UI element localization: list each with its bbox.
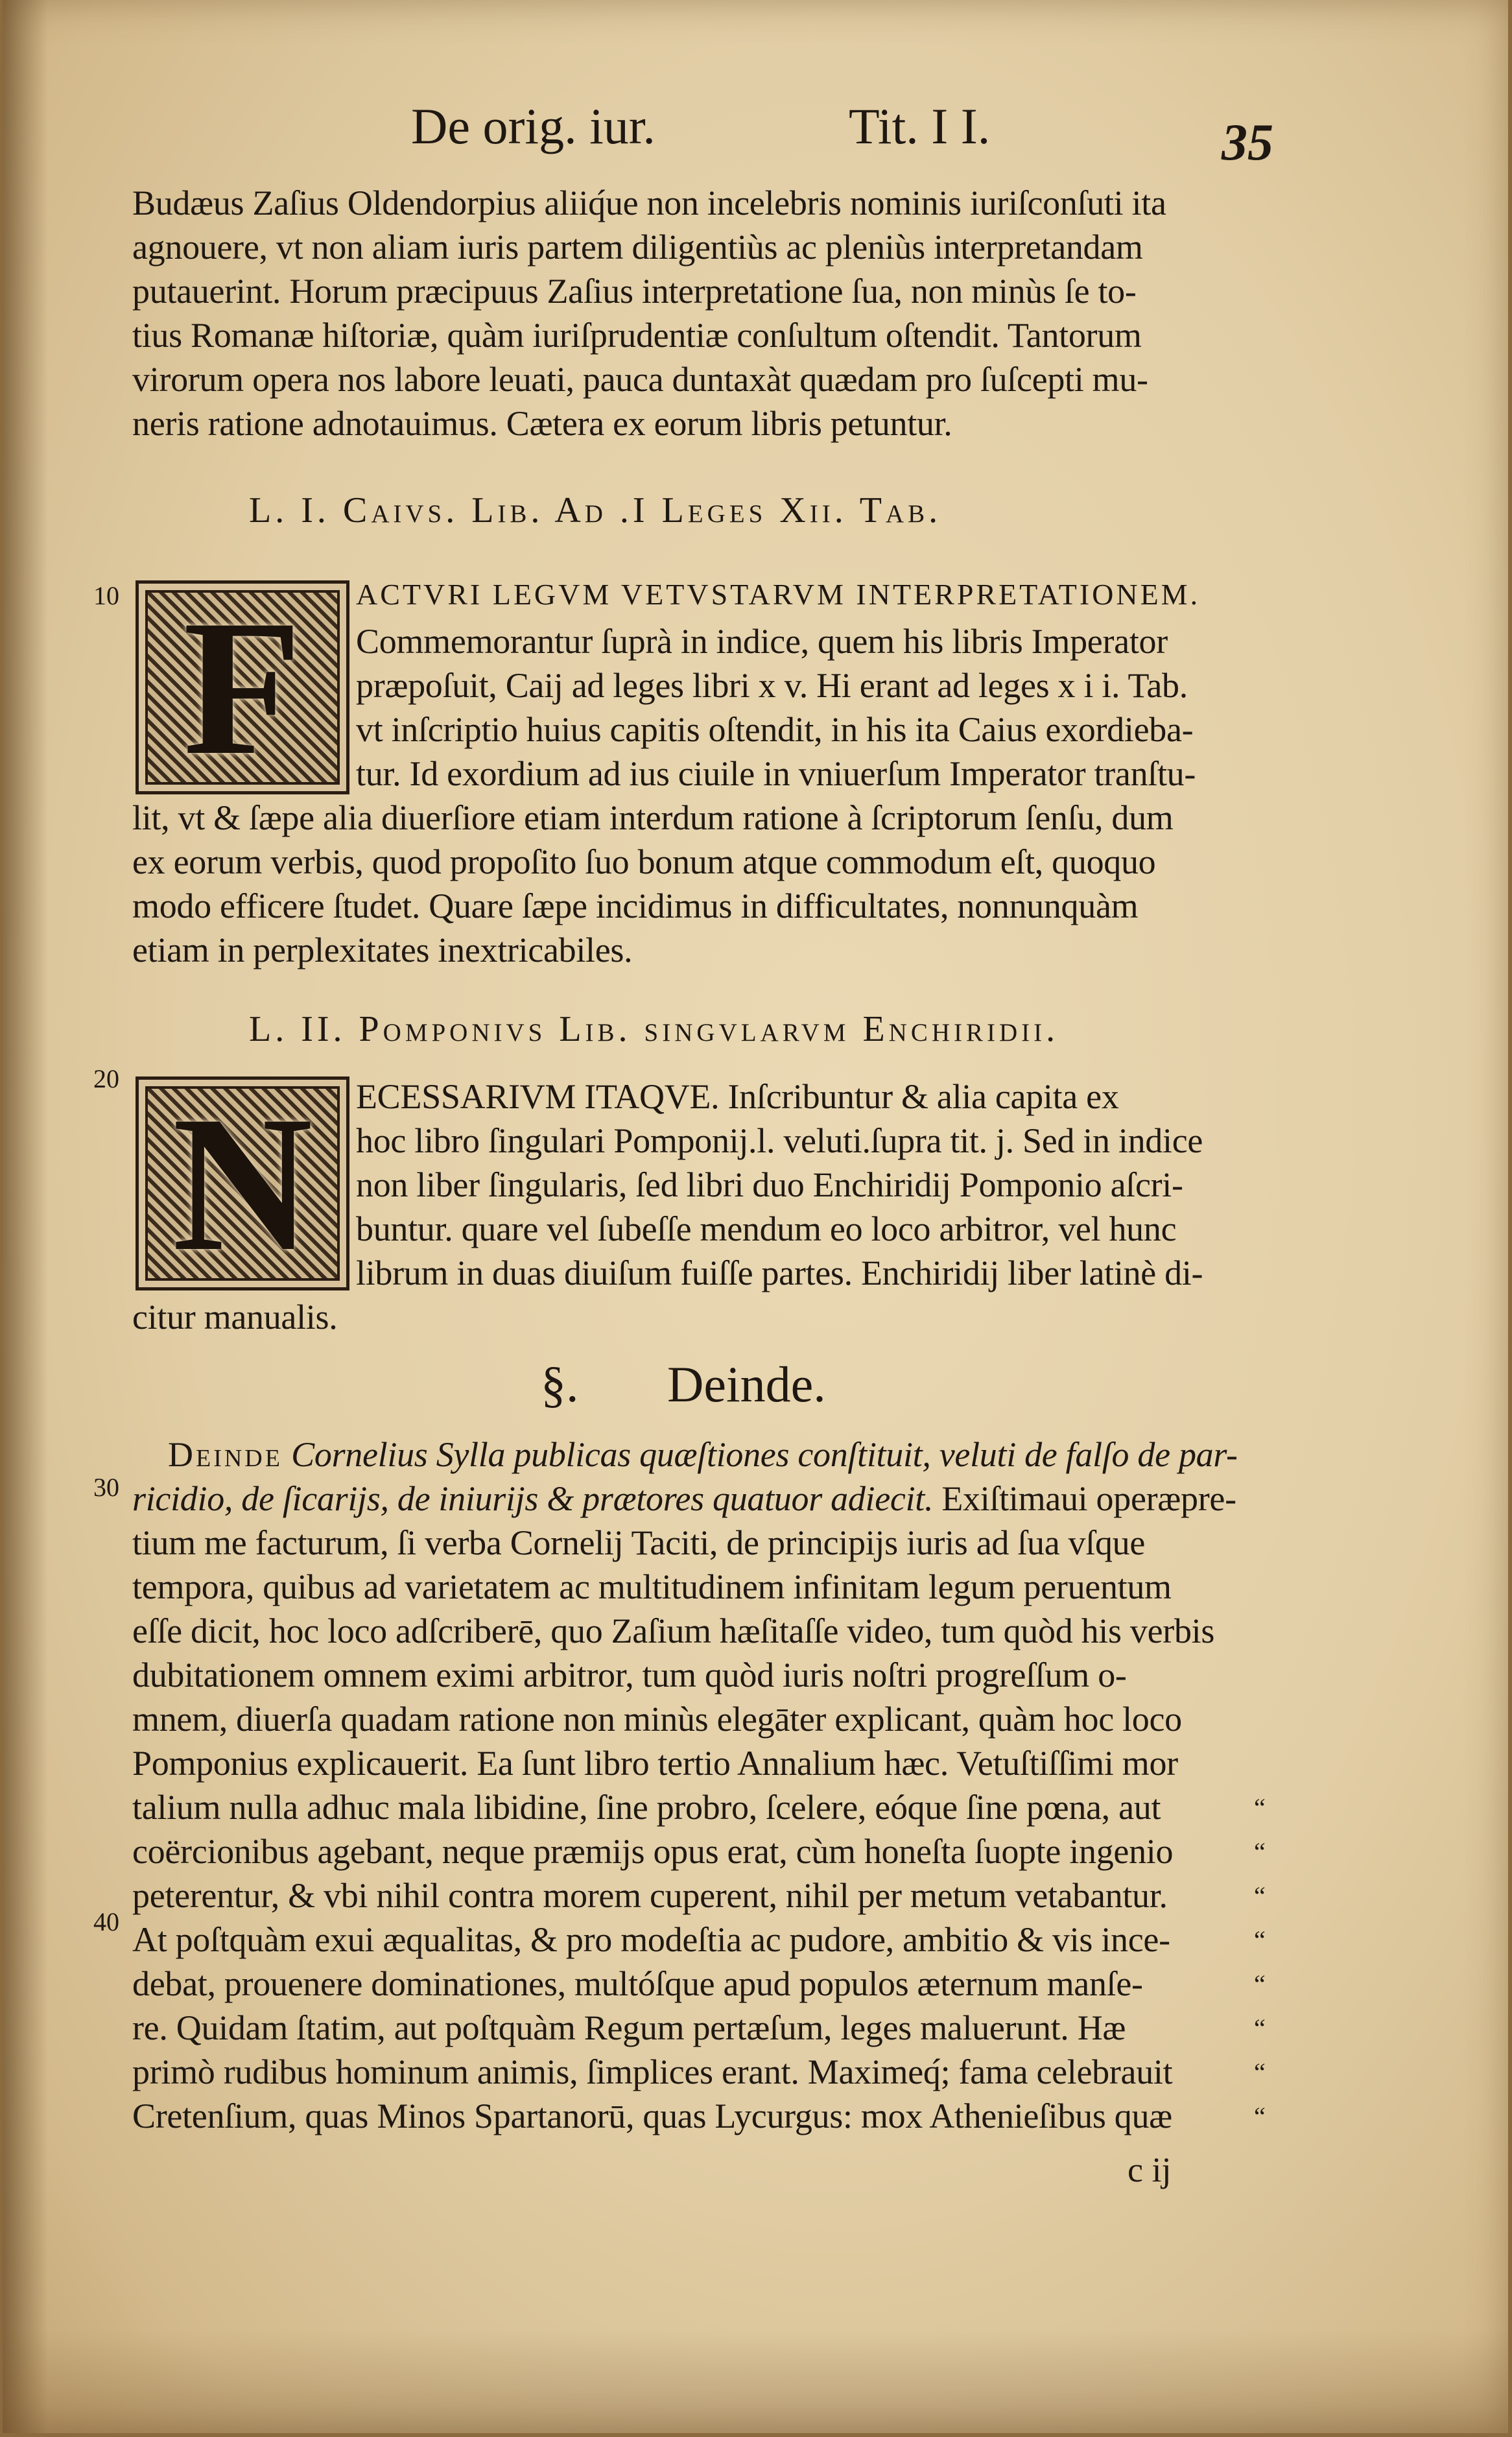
quote-mark: “ <box>1254 1881 1266 1910</box>
intro-line: virorum opera nos labore leuati, pauca duntaxàt quædam pro ſuſcepti mu- <box>132 360 1148 399</box>
lex-line: Commemorantur ſuprà in indice, quem his libris Imperator <box>356 622 1168 661</box>
lex-line: hoc libro ſingulari Pomponij.l. veluti.ſupra tit. j. Sed in indice <box>356 1121 1203 1160</box>
deinde-line: At poſtquàm exui æqualitas, & pro modeſtia ac pudore, ambitio & vis ince- <box>132 1920 1170 1959</box>
initial-letter: N <box>172 1075 313 1291</box>
quote-mark: “ <box>1254 2014 1266 2043</box>
quote-mark: “ <box>1254 2102 1266 2131</box>
deinde-line: Cretenſium, quas Minos Spartanorū, quas Lycurgus: mox Athenieſibus quæ <box>132 2097 1172 2135</box>
gutter-shadow <box>3 0 48 2433</box>
lex-line: tur. Id exordium ad ius ciuile in vniuerſum Imperator tranſtu- <box>356 754 1196 793</box>
deinde-line: primò rudibus hominum animis, ſimplices erant. Maximeq́; fama celebrauit <box>132 2052 1173 2091</box>
initial-letter: F <box>183 579 302 795</box>
lex-line: citur manualis. <box>132 1298 338 1337</box>
quote-mark: “ <box>1254 1925 1266 1955</box>
running-header-left: De orig. iur. <box>411 98 656 154</box>
deinde-line <box>132 1479 1236 1519</box>
intro-line: agnouere, vt non aliam iuris partem diligentiùs ac pleniùs interpretandam <box>132 228 1143 267</box>
lex-line: modo efficere ſtudet. Quare ſæpe incidimus in difficultates, nonnunquàm <box>132 886 1139 925</box>
margin-line-number: 40 <box>93 1907 119 1936</box>
lex-heading: L. II. Pomponivs Lib. singvlarvm Enchiridii. <box>249 1009 1059 1049</box>
decorated-initial-f <box>136 580 349 794</box>
lex-heading: L. I. Caivs. Lib. Ad .I Leges Xii. Tab. <box>249 490 942 530</box>
intro-line: tius Romanæ hiſtoriæ, quàm iuriſprudentiæ conſultum oſtendit. Tantorum <box>132 316 1142 355</box>
deinde-line: debat, prouenere dominationes, multóſque apud populos æternum manſe- <box>132 1964 1143 2003</box>
margin-line-number: 30 <box>93 1473 119 1502</box>
quote-mark: “ <box>1254 2058 1266 2087</box>
lex-line: ex eorum verbis, quod propoſito ſuo bonum atque commodum eſt, quoquo <box>132 842 1156 881</box>
page-bottom-shade <box>3 2329 1508 2433</box>
running-header-title: Tit. I I. <box>849 98 991 154</box>
deinde-line: dubitationem omnem eximi arbitror, tum quòd iuris noſtri progreſſum o- <box>132 1656 1127 1694</box>
lex-line: lit, vt & ſæpe alia diuerſiore etiam interdum ratione à ſcriptorum ſenſu, dum <box>132 798 1174 837</box>
deinde-roman-text: Exiſtimaui operæpre- <box>941 1479 1236 1518</box>
deinde-line: peterentur, & vbi nihil contra morem cuperent, nihil per metum vetabantur. <box>132 1876 1168 1915</box>
lex-line: ACTVRI LEGVM VETVSTARVM INTERPRETATIONEM. <box>356 578 1201 611</box>
quote-mark: “ <box>1254 1969 1266 1999</box>
quote-mark: “ <box>1254 1837 1266 1866</box>
deinde-line: coërcionibus agebant, neque præmijs opus erat, cùm honeſta ſuopte ingenio <box>132 1832 1174 1871</box>
margin-line-number: 10 <box>93 581 119 610</box>
deinde-line <box>168 1434 1238 1475</box>
decorated-initial-n <box>136 1076 349 1290</box>
lex-line: non liber ſingularis, ſed libri duo Enchiridij Pomponio aſcri- <box>356 1165 1183 1204</box>
quote-mark: “ <box>1254 1793 1266 1822</box>
deinde-line: Pomponius explicauerit. Ea ſunt libro tertio Annalium hæc. Vetuſtiſſimi mor <box>132 1744 1178 1783</box>
lex-line: vt inſcriptio huius capitis oſtendit, in his ita Caius exordieba- <box>356 710 1194 749</box>
book-page <box>3 0 1508 2433</box>
lex-line: etiam in perplexitates inextricabiles. <box>132 931 633 969</box>
page-number: 35 <box>1222 114 1273 171</box>
deinde-italic-text: ricidio, de ſicarijs, de iniurijs & prætores quatuor adiecit. <box>132 1479 934 1518</box>
deinde-lead: Deinde <box>168 1435 283 1474</box>
deinde-line: tempora, quibus ad varietatem ac multitudinem infinitam legum peruentum <box>132 1567 1172 1606</box>
intro-line: putauerint. Horum præcipuus Zaſius interpretatione ſua, non minùs ſe to- <box>132 272 1137 311</box>
deinde-line: re. Quidam ſtatim, aut poſtquàm Regum pertæſum, leges maluerunt. Hæ <box>132 2008 1126 2047</box>
deinde-italic-text: Cornelius Sylla publicas quæſtiones conſtituit, veluti de falſo de par- <box>291 1435 1238 1474</box>
lex-line: buntur. quare vel ſubeſſe mendum eo loco arbitror, vel hunc <box>356 1209 1177 1248</box>
deinde-line: tium me facturum, ſi verba Cornelij Taciti, de principijs iuris ad ſua vſque <box>132 1523 1146 1562</box>
intro-line: Budæus Zaſius Oldendorpius aliiq́ue non incelebris nominis iuriſconſuti ita <box>132 184 1166 222</box>
section-title: Deinde. <box>667 1356 826 1412</box>
signature-mark: c ij <box>1128 2150 1172 2189</box>
margin-line-number: 20 <box>93 1064 119 1093</box>
lex-line: præpoſuit, Caij ad leges libri x v. Hi erant ad leges x i i. Tab. <box>356 666 1188 705</box>
lex-line: librum in duas diuiſum fuiſſe partes. Enchiridij liber latinè di- <box>356 1254 1203 1292</box>
deinde-line: mnem, diuerſa quadam ratione non minùs elegāter explicant, quàm hoc loco <box>132 1700 1182 1739</box>
section-sign: §. <box>541 1356 579 1412</box>
deinde-line: eſſe dicit, hoc loco adſcriberē, quo Zaſium hæſitaſſe video, tum quòd his verbis <box>132 1611 1215 1650</box>
deinde-line: talium nulla adhuc mala libidine, ſine probro, ſcelere, eóque ſine pœna, aut <box>132 1788 1161 1827</box>
intro-line: neris ratione adnotauimus. Cætera ex eorum libris petuntur. <box>132 404 952 443</box>
lex-line: ECESSARIVM ITAQVE. Inſcribuntur & alia capita ex <box>356 1077 1119 1116</box>
